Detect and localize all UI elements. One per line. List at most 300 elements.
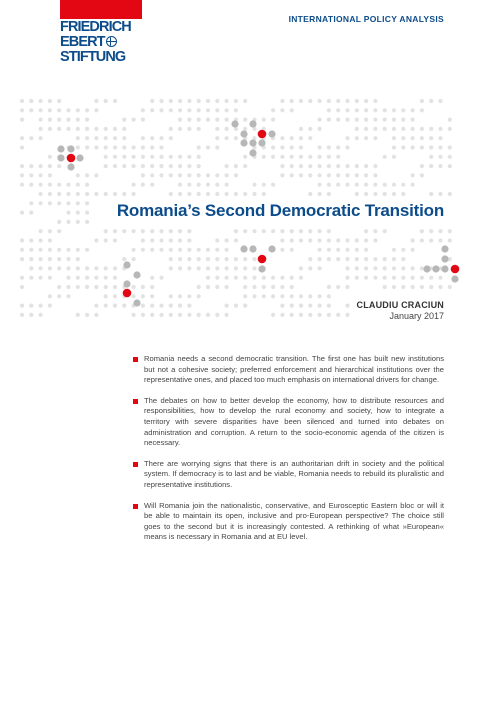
summary-bullets [133,354,444,553]
map-dot [345,285,349,289]
map-dot [280,99,284,103]
map-dot [39,127,43,131]
map-dot [141,313,145,317]
map-dot [187,183,191,187]
map-dot [401,276,405,280]
bullet-item [133,459,444,491]
map-dot [327,238,331,242]
map-dot [20,136,24,140]
map-dot [29,266,33,270]
map-dot [364,248,368,252]
map-dot [327,257,331,261]
map-dot [280,304,284,308]
map-dot [159,173,163,177]
map-dot [364,164,368,168]
map-dot [271,145,275,149]
map-dot [57,183,61,187]
map-dot [392,127,396,131]
map-dot [104,229,108,233]
map-dot [187,108,191,112]
map-dot [39,136,43,140]
map-dot [299,313,303,317]
map-dot [94,99,98,103]
map-dot [231,120,238,127]
map-dot [373,192,377,196]
map-dot [392,192,396,196]
map-dot [299,155,303,159]
map-dot [308,294,312,298]
map-dot [383,229,387,233]
map-dot [271,294,275,298]
map-dot [113,164,117,168]
map-dot [57,192,61,196]
map-dot [113,285,117,289]
map-dot [94,145,98,149]
map-dot [197,294,201,298]
map-dot [39,257,43,261]
map-dot [234,99,238,103]
map-dot [85,266,89,270]
map-dot [159,229,163,233]
map-dot [243,127,247,131]
map-dot [150,285,154,289]
map-dot [150,108,154,112]
map-dot [234,266,238,270]
map-dot [290,285,294,289]
map-dot [197,266,201,270]
bullet-square-icon [133,357,138,362]
map-dot [178,192,182,196]
map-dot [122,118,126,122]
map-dot [373,229,377,233]
map-dot [141,164,145,168]
map-dot [85,276,89,280]
map-dot [438,229,442,233]
map-dot [252,285,256,289]
map-dot [206,313,210,317]
map-dot [336,164,340,168]
map-dot [373,276,377,280]
map-dot [113,192,117,196]
map-dot [383,192,387,196]
map-dot [20,108,24,112]
map-dot [262,118,266,122]
map-dot [327,183,331,187]
map-dot [420,229,424,233]
map-dot [355,183,359,187]
map-dot [271,118,275,122]
map-dot [197,155,201,159]
map-dot [113,276,117,280]
map-dot [280,285,284,289]
map-dot [280,155,284,159]
map-dot [243,285,247,289]
bullet-square-icon [133,462,138,467]
map-dot [308,173,312,177]
map-dot [392,266,396,270]
map-dot [271,229,275,233]
map-dot [169,257,173,261]
map-dot [420,266,424,270]
map-dot [448,238,452,242]
map-dot [133,271,140,278]
map-dot [150,276,154,280]
publication-date: January 2017 [389,311,444,321]
map-dot [113,136,117,140]
map-dot [178,164,182,168]
map-dot [20,285,24,289]
map-dot [159,304,163,308]
map-dot [345,145,349,149]
map-dot [169,127,173,131]
map-dot [327,229,331,233]
map-dot [411,183,415,187]
map-dot [308,155,312,159]
map-dot [336,99,340,103]
map-dot [290,173,294,177]
map-dot [308,238,312,242]
logo-line-2: EBERT [60,34,105,50]
map-dot [243,257,247,261]
map-dot [318,99,322,103]
map-dot [345,248,349,252]
map-dot [225,276,229,280]
map-dot [141,155,145,159]
map-dot [280,136,284,140]
map-dot [76,145,80,149]
map-dot [178,118,182,122]
map-dot [178,183,182,187]
map-dot [215,127,219,131]
map-dot [401,136,405,140]
map-dot [48,192,52,196]
map-dot [448,229,452,233]
map-dot [57,257,61,261]
map-dot [290,313,294,317]
map-dot [280,248,284,252]
map-dot [327,118,331,122]
map-dot [420,108,424,112]
map-dot [401,118,405,122]
map-dot [411,285,415,289]
map-dot [187,99,191,103]
map-dot [85,118,89,122]
map-dot [132,248,136,252]
map-dot [401,285,405,289]
map-dot [197,145,201,149]
map-dot [85,285,89,289]
map-dot [197,192,201,196]
map-dot [48,294,52,298]
map-dot [243,164,247,168]
map-dot [336,118,340,122]
map-dot [364,99,368,103]
map-dot [150,294,154,298]
map-dot [122,304,126,308]
map-dot [355,257,359,261]
bullet-text: Will Romania join the nationalistic, conservative, and Eurosceptic Eastern bloc or will it be able to maintain its open, inclusive and pro-European perspective? The choice still goes to the second but it is increasingly contested. A rethinking of what »European« means is necessary in Romania and at EU level. [144,500,444,542]
map-dot [215,99,219,103]
map-dot [448,155,452,159]
map-dot [290,304,294,308]
map-dot [169,192,173,196]
map-dot [290,294,294,298]
map-dot [327,145,331,149]
map-dot [39,229,43,233]
map-dot [178,248,182,252]
map-dot [318,229,322,233]
map-dot [243,192,247,196]
map-dot [373,238,377,242]
map-dot [438,276,442,280]
map-dot [429,155,433,159]
map-dot [364,118,368,122]
map-dot [57,164,61,168]
map-dot [308,164,312,168]
map-dot [411,266,415,270]
map-dot [169,238,173,242]
map-dot [345,257,349,261]
map-dot [411,248,415,252]
map-dot [150,164,154,168]
map-dot [383,127,387,131]
map-dot [225,257,229,261]
map-dot [48,257,52,261]
map-dot [57,154,64,161]
map-dot [29,276,33,280]
map-dot [122,164,126,168]
map-dot [299,99,303,103]
map-dot [48,108,52,112]
map-dot [187,173,191,177]
map-dot [258,139,265,146]
map-dot [249,120,256,127]
map-dot [252,192,256,196]
map-dot [308,257,312,261]
map-dot [411,108,415,112]
map-dot [373,183,377,187]
map-dot [29,108,33,112]
map-dot [113,229,117,233]
map-dot [290,136,294,140]
map-dot [85,136,89,140]
map-dot [327,304,331,308]
map-dot [197,183,201,187]
map-dot [20,145,24,149]
map-dot [383,285,387,289]
map-dot [249,149,256,156]
map-dot [104,285,108,289]
map-dot [206,257,210,261]
map-dot [299,276,303,280]
map-dot [76,276,80,280]
map-dot [308,304,312,308]
map-dot [76,127,80,131]
map-dot [420,164,424,168]
map-dot [206,285,210,289]
map-dot [150,229,154,233]
map-dot [169,248,173,252]
map-dot [215,192,219,196]
map-dot [336,238,340,242]
map-dot [438,99,442,103]
map-dot [234,276,238,280]
map-dot [57,248,61,252]
map-dot [364,108,368,112]
map-dot [451,265,460,274]
map-dot [187,127,191,131]
map-dot [85,313,89,317]
map-dot [280,229,284,233]
map-dot [441,265,448,272]
map-dot [141,183,145,187]
map-dot [383,257,387,261]
map-dot [345,304,349,308]
map-dot [215,276,219,280]
map-dot [187,248,191,252]
map-dot [215,285,219,289]
map-dot [438,285,442,289]
map-dot [187,257,191,261]
map-dot [20,118,24,122]
map-dot [364,266,368,270]
map-dot [104,238,108,242]
map-dot [271,276,275,280]
map-dot [215,118,219,122]
map-dot [48,164,52,168]
map-dot [113,155,117,159]
map-dot [429,276,433,280]
map-dot [243,304,247,308]
map-dot [57,118,61,122]
map-dot [141,248,145,252]
map-dot [206,108,210,112]
map-dot [206,118,210,122]
map-dot [373,118,377,122]
map-dot [271,285,275,289]
map-dot [336,108,340,112]
map-dot [159,164,163,168]
map-dot [57,127,61,131]
map-dot [113,145,117,149]
map-dot [57,294,61,298]
map-dot [132,229,136,233]
map-dot [39,238,43,242]
map-dot [383,155,387,159]
map-dot [85,127,89,131]
map-dot [169,99,173,103]
map-dot [206,173,210,177]
map-dot [258,265,265,272]
map-dot [150,145,154,149]
map-dot [48,155,52,159]
map-dot [150,183,154,187]
map-dot [345,164,349,168]
map-dot [141,108,145,112]
map-dot [123,280,130,287]
map-dot [438,145,442,149]
map-dot [280,238,284,242]
map-dot [20,276,24,280]
map-dot [280,108,284,112]
map-dot [48,183,52,187]
map-dot [299,229,303,233]
map-dot [262,183,266,187]
map-dot [355,127,359,131]
map-dot [392,183,396,187]
map-dot [290,229,294,233]
map-dot [383,276,387,280]
map-dot [104,155,108,159]
map-dot [308,266,312,270]
map-dot [355,108,359,112]
map-dot [373,173,377,177]
map-dot [429,238,433,242]
map-dot [159,155,163,159]
map-dot [318,313,322,317]
map-dot [94,173,98,177]
map-dot [215,266,219,270]
map-dot [141,173,145,177]
map-dot [420,285,424,289]
map-dot [225,127,229,131]
map-dot [48,127,52,131]
logo-line-3: STIFTUNG [60,49,126,65]
map-dot [94,313,98,317]
map-dot [141,238,145,242]
logo-line-1: FRIEDRICH [60,19,131,35]
map-dot [336,173,340,177]
map-dot [57,229,61,233]
map-dot [364,229,368,233]
map-dot [169,229,173,233]
map-dot [423,265,430,272]
map-dot [429,192,433,196]
map-dot [258,255,267,264]
map-dot [29,313,33,317]
map-dot [187,229,191,233]
map-dot [141,294,145,298]
map-dot [429,229,433,233]
map-dot [432,265,439,272]
bullet-item [133,354,444,386]
map-dot [392,155,396,159]
map-dot [67,154,76,163]
map-dot [187,192,191,196]
map-dot [308,127,312,131]
map-dot [225,238,229,242]
map-dot [411,145,415,149]
map-dot [150,136,154,140]
map-dot [392,145,396,149]
map-dot [20,257,24,261]
map-dot [187,238,191,242]
map-dot [20,304,24,308]
author-name: CLAUDIU CRACIUN [356,300,444,310]
map-dot [438,192,442,196]
map-dot [29,136,33,140]
map-dot [225,164,229,168]
map-dot [345,276,349,280]
bullet-text: There are worrying signs that there is an authoritarian drift in society and the political system. If democracy is to last and be viable, Romania needs to rebuild its pluralistic and representative institutions. [144,458,444,489]
map-dot [240,139,247,146]
map-dot [327,155,331,159]
map-dot [169,155,173,159]
map-dot [113,127,117,131]
map-dot [178,99,182,103]
map-dot [355,276,359,280]
map-dot [327,164,331,168]
